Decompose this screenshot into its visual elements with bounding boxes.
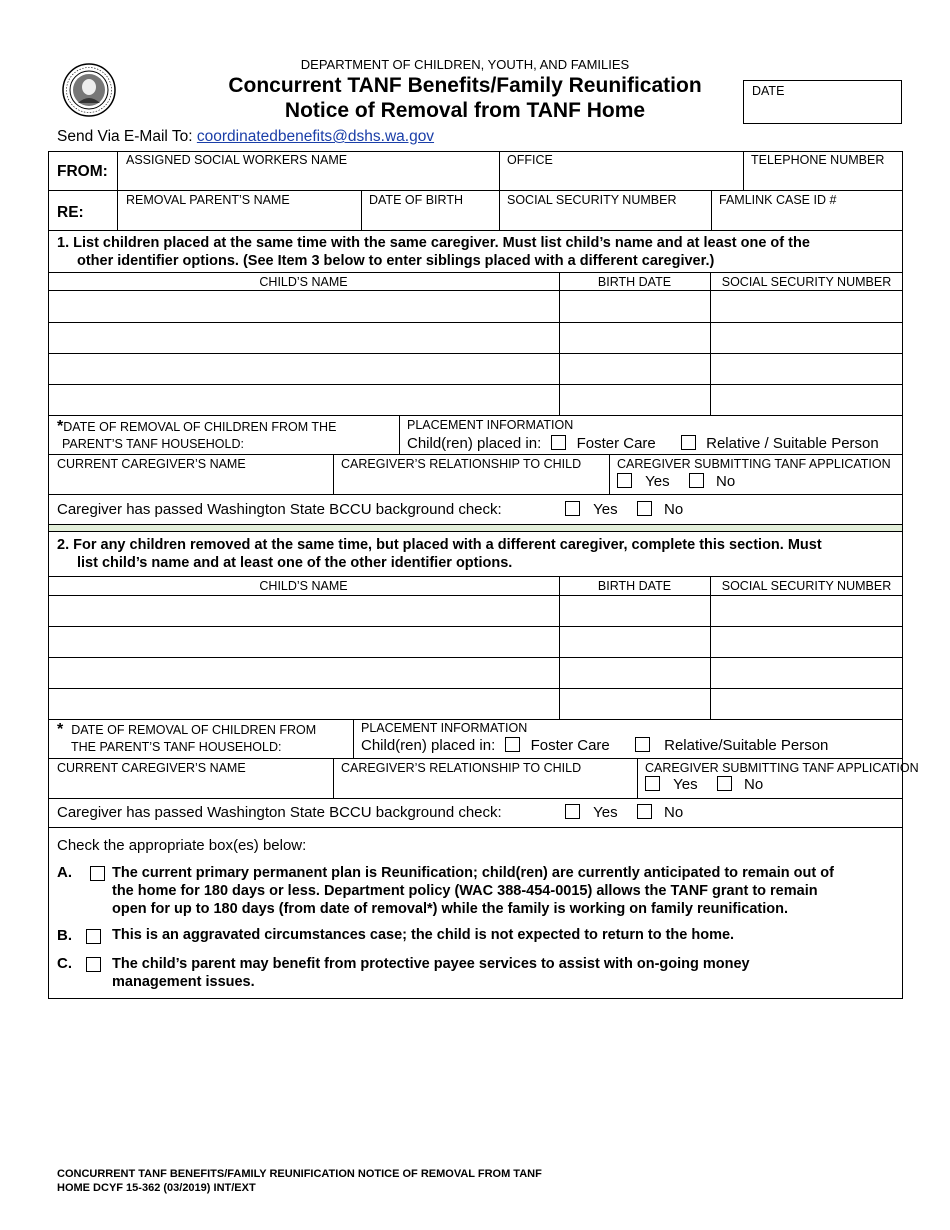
option-b-checkbox[interactable]: [86, 929, 101, 944]
section1-col-birth: BIRTH DATE: [597, 275, 672, 289]
section1-submitting-no-label: No: [716, 473, 736, 490]
section1-relative-checkbox[interactable]: [681, 435, 696, 450]
famlink-field[interactable]: FAMLINK CASE ID #: [719, 193, 837, 207]
section2-relative-label: Relative/Suitable Person: [664, 737, 829, 754]
section2-col-birth: BIRTH DATE: [597, 579, 672, 593]
section2-submitting-no-label: No: [744, 776, 764, 793]
section2-col-ssn: SOCIAL SECURITY NUMBER: [721, 579, 892, 593]
section1-bccu-text: Caregiver has passed Washington State BCCU background check:: [57, 501, 502, 518]
section2-relative-checkbox[interactable]: [635, 737, 650, 752]
date-field[interactable]: [743, 80, 902, 124]
section1-caregiver-relationship-field[interactable]: CAREGIVER’S RELATIONSHIP TO CHILD: [341, 457, 582, 471]
option-a-letter: A.: [57, 864, 72, 881]
form-title-line1: Concurrent TANF Benefits/Family Reunification: [228, 74, 702, 97]
section2-foster-care-checkbox[interactable]: [505, 737, 520, 752]
section2-caregiver-submitting-label: CAREGIVER SUBMITTING TANF APPLICATION: [645, 761, 919, 775]
section1-bccu-yes-checkbox[interactable]: [565, 501, 580, 516]
section2-bccu-yes-checkbox[interactable]: [565, 804, 580, 819]
department-name: DEPARTMENT OF CHILDREN, YOUTH, AND FAMILIES: [300, 57, 630, 72]
checks-intro: Check the appropriate box(es) below:: [57, 837, 307, 854]
section1-placement-info: PLACEMENT INFORMATION: [407, 418, 574, 432]
ssn-field[interactable]: SOCIAL SECURITY NUMBER: [507, 193, 677, 207]
table-row[interactable]: [49, 596, 559, 626]
section2-removal-line1: DATE OF REMOVAL OF CHILDREN FROM: [71, 723, 317, 737]
section2-bccu-no-checkbox[interactable]: [637, 804, 652, 819]
table-row[interactable]: [49, 323, 559, 353]
option-c-letter: C.: [57, 955, 72, 972]
option-b-letter: B.: [57, 927, 72, 944]
option-a-line1: The current primary permanent plan is Reunification; child(ren) are currently anticipated to remain out of: [112, 865, 834, 881]
section2-placement-info: PLACEMENT INFORMATION: [361, 721, 528, 735]
section1-removal-date-field[interactable]: *DATE OF REMOVAL OF CHILDREN FROM THE PARENT’S TANF HOUSEHOLD:: [57, 418, 337, 451]
option-a-line2: the home for 180 days or less. Department policy (WAC 388-454-0015) allows the TANF grant to remain: [112, 883, 818, 899]
section1-foster-care-checkbox[interactable]: [551, 435, 566, 450]
section1-caregiver-name-field[interactable]: CURRENT CAREGIVER’S NAME: [57, 457, 246, 471]
section1-submitting-yes-checkbox[interactable]: [617, 473, 632, 488]
section1-removal-line1: DATE OF REMOVAL OF CHILDREN FROM THE: [63, 420, 337, 434]
section1-bccu-options: [565, 501, 683, 518]
send-via-label: Send Via E-Mail To:: [57, 128, 197, 145]
section2-heading-line2: list child’s name and at least one of the other identifier options.: [77, 555, 513, 571]
send-via-line: [57, 128, 434, 146]
option-a-text: [112, 864, 834, 918]
section2-foster-care-label: Foster Care: [530, 737, 610, 754]
office-field[interactable]: OFFICE: [507, 153, 553, 167]
section1-caregiver-submitting-label: CAREGIVER SUBMITTING TANF APPLICATION: [617, 457, 891, 471]
footer-line1: CONCURRENT TANF BENEFITS/FAMILY REUNIFICATION NOTICE OF REMOVAL FROM TANF: [57, 1168, 542, 1180]
section1-relative-label: Relative / Suitable Person: [706, 435, 879, 452]
section1-submitting-yes-label: Yes: [645, 473, 670, 490]
table-row[interactable]: [49, 354, 559, 384]
section1-submitting-no-checkbox[interactable]: [689, 473, 704, 488]
section2-bccu-text: Caregiver has passed Washington State BCCU background check:: [57, 804, 502, 821]
section1-bccu-yes-label: Yes: [593, 501, 618, 518]
section2-submitting-options: [645, 776, 763, 793]
section2-bccu-yes-label: Yes: [593, 804, 618, 821]
section1-removal-line2: PARENT’S TANF HOUSEHOLD:: [62, 437, 244, 451]
option-c-text: [112, 955, 750, 991]
form-title-line2: Notice of Removal from TANF Home: [284, 99, 646, 122]
telephone-field[interactable]: TELEPHONE NUMBER: [751, 153, 885, 167]
footer-line2: HOME DCYF 15-362 (03/2019) INT/EXT: [57, 1182, 256, 1194]
section2-submitting-no-checkbox[interactable]: [717, 776, 732, 791]
option-a-line3: open for up to 180 days (from date of removal*) while the family is working on family reunification.: [112, 901, 788, 917]
section1-placed-in: Child(ren) placed in:: [407, 435, 542, 452]
section1-heading-line1: 1. List children placed at the same time with the same caregiver. Must list child’s name and at least one of the: [57, 235, 810, 251]
table-row[interactable]: [49, 385, 559, 415]
section2-placed-in: Child(ren) placed in:: [361, 737, 496, 754]
re-label: RE:: [57, 204, 84, 221]
section1-col-ssn: SOCIAL SECURITY NUMBER: [721, 275, 892, 289]
date-label: DATE: [752, 84, 785, 98]
dob-field[interactable]: DATE OF BIRTH: [369, 193, 463, 207]
section1-bccu-no-label: No: [664, 501, 684, 518]
assigned-worker-field[interactable]: ASSIGNED SOCIAL WORKERS NAME: [126, 153, 348, 167]
section2-removal-date-field[interactable]: * DATE OF REMOVAL OF CHILDREN FROM THE PARENT’S TANF HOUSEHOLD:: [57, 721, 317, 754]
section1-submitting-options: [617, 473, 735, 490]
removal-parent-field[interactable]: REMOVAL PARENT’S NAME: [126, 193, 290, 207]
section1-bccu-no-checkbox[interactable]: [637, 501, 652, 516]
option-c-line1: The child’s parent may benefit from protective payee services to assist with on-going money: [112, 956, 750, 972]
table-row[interactable]: [49, 658, 559, 688]
from-label: FROM:: [57, 163, 108, 180]
state-seal: [62, 63, 116, 117]
option-a-checkbox[interactable]: [90, 866, 105, 881]
section2-caregiver-relationship-field[interactable]: CAREGIVER’S RELATIONSHIP TO CHILD: [341, 761, 582, 775]
option-c-checkbox[interactable]: [86, 957, 101, 972]
option-b-text: This is an aggravated circumstances case; the child is not expected to return to the home.: [112, 927, 735, 943]
section2-bccu-no-label: No: [664, 804, 684, 821]
table-row[interactable]: [49, 689, 559, 719]
section2-col-name: CHILD’S NAME: [259, 579, 348, 593]
section2-bccu-options: [565, 804, 683, 821]
email-link[interactable]: coordinatedbenefits@dshs.wa.gov: [196, 128, 435, 145]
table-row[interactable]: [49, 291, 559, 322]
table-row[interactable]: [49, 627, 559, 657]
section2-submitting-yes-checkbox[interactable]: [645, 776, 660, 791]
section2-heading-line1: 2. For any children removed at the same time, but placed with a different caregiver, complete this section. Must: [57, 537, 822, 553]
section2-placement-options: [361, 737, 828, 754]
form-footer: [57, 1167, 542, 1195]
section2-removal-line2: THE PARENT’S TANF HOUSEHOLD:: [71, 740, 282, 754]
section1-placement-options: [407, 435, 879, 452]
option-c-line2: management issues.: [112, 974, 255, 990]
section2-submitting-yes-label: Yes: [673, 776, 698, 793]
section1-foster-care-label: Foster Care: [576, 435, 656, 452]
section1-col-name: CHILD’S NAME: [259, 275, 348, 289]
section1-heading-line2: other identifier options. (See Item 3 below to enter siblings placed with a different caregiver.): [77, 253, 715, 269]
section2-caregiver-name-field[interactable]: CURRENT CAREGIVER’S NAME: [57, 761, 246, 775]
